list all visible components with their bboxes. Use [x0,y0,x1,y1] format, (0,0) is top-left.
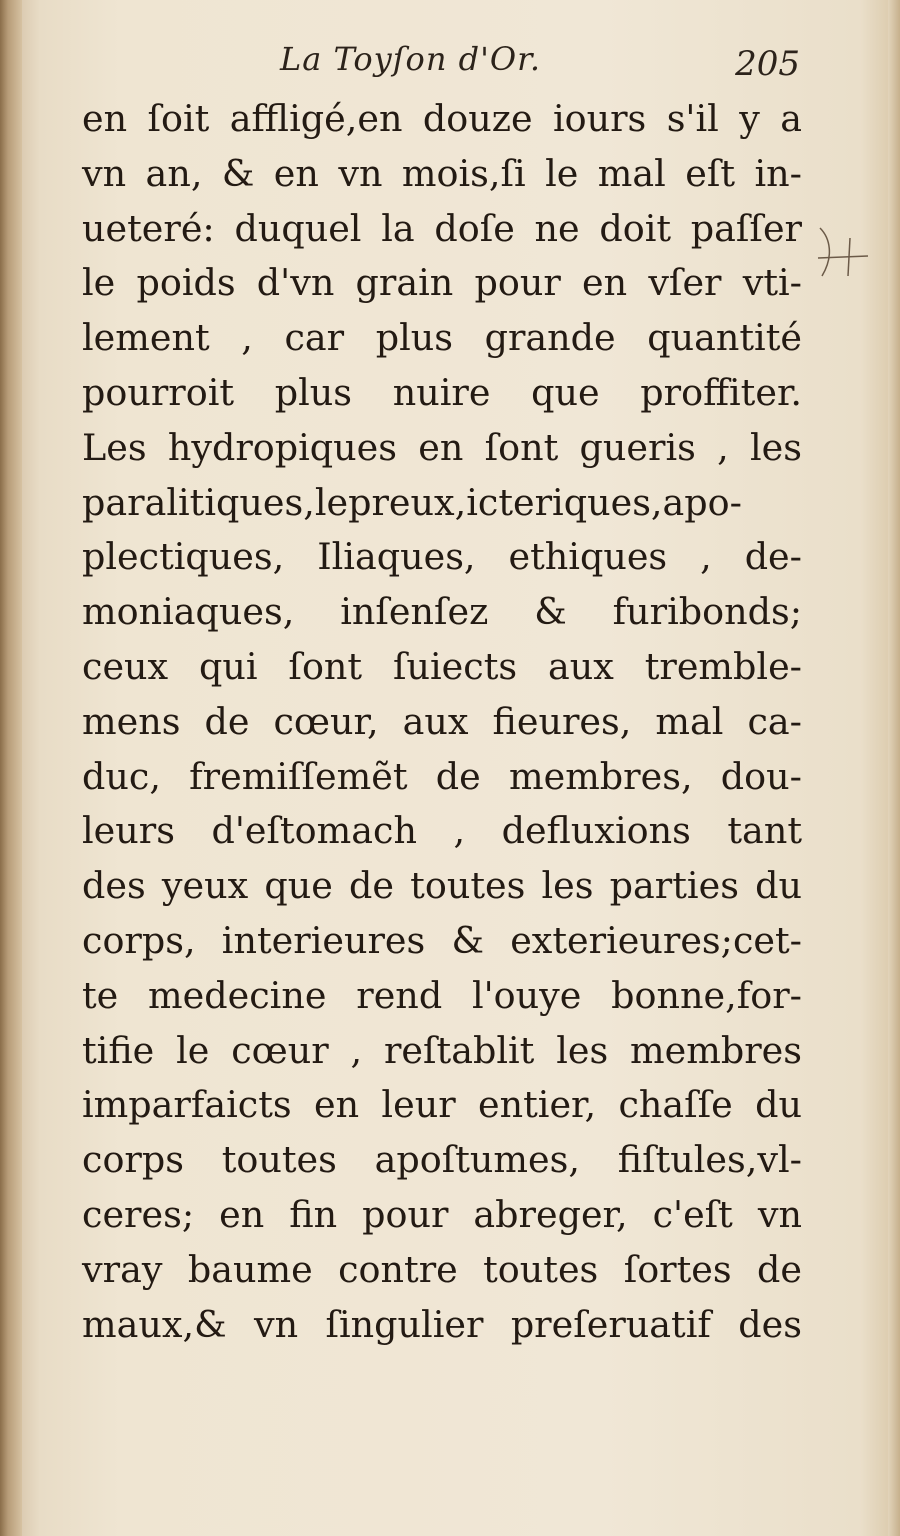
text-line: corps, interieures & exterieures;cet- [82,918,802,962]
text-line: lement , car plus grande quantité [82,316,802,360]
text-line: en ſoit affligé,en douze iours s'il y a [82,97,802,140]
text-line: tifie le cœur , reſtablit les membres [82,1028,802,1072]
text-line: corps toutes apoſtumes, fiſtules,vl- [82,1138,802,1182]
text-line: le poids d'vn grain pour en vſer vti- [82,261,802,305]
text-line: mens de cœur, aux fieures, mal ca- [82,699,802,743]
text-line: leurs d'eſtomach , defluxions tant [82,809,802,853]
text-line: vn an, & en vn mois,ſi le mal eſt in- [82,151,802,195]
text-line: imparfaicts en leur entier, chaſſe du [82,1083,802,1127]
text-line: te medecine rend l'ouye bonne,for- [82,973,802,1017]
text-line: duc, fremiſſemẽt de membres, dou- [82,754,802,798]
binding-edge [0,0,22,1536]
margin-cross-mark [812,222,872,282]
text-line: moniaques, inſenſez & furibonds; [82,590,802,634]
text-line: Les hydropiques en ſont gueris , les [82,425,802,469]
text-line: ceux qui ſont ſuiects aux tremble- [82,644,802,688]
body-text [82,92,802,1352]
text-line: plectiques, Iliaques, ethiques , de- [82,535,802,579]
page-header [110,38,800,88]
text-line: paralitiques,lepreux,icteriques,apo- [82,480,742,524]
text-line: maux,& vn ſingulier preſeruatif des [82,1302,802,1346]
text-line: vray baume contre toutes ſortes de [82,1247,802,1291]
page-edge [888,0,900,1536]
running-title: La Toyſon d'Or. [280,40,542,78]
text-line: ueteré: duquel la doſe ne doit paſſer [82,206,802,250]
text-line: ceres; en fin pour abreger, c'eſt vn [82,1192,802,1236]
text-line: pourroit plus nuire que proffiter. [82,370,802,414]
page-number: 205 [735,44,800,84]
text-line: des yeux que de toutes les parties du [82,864,802,908]
